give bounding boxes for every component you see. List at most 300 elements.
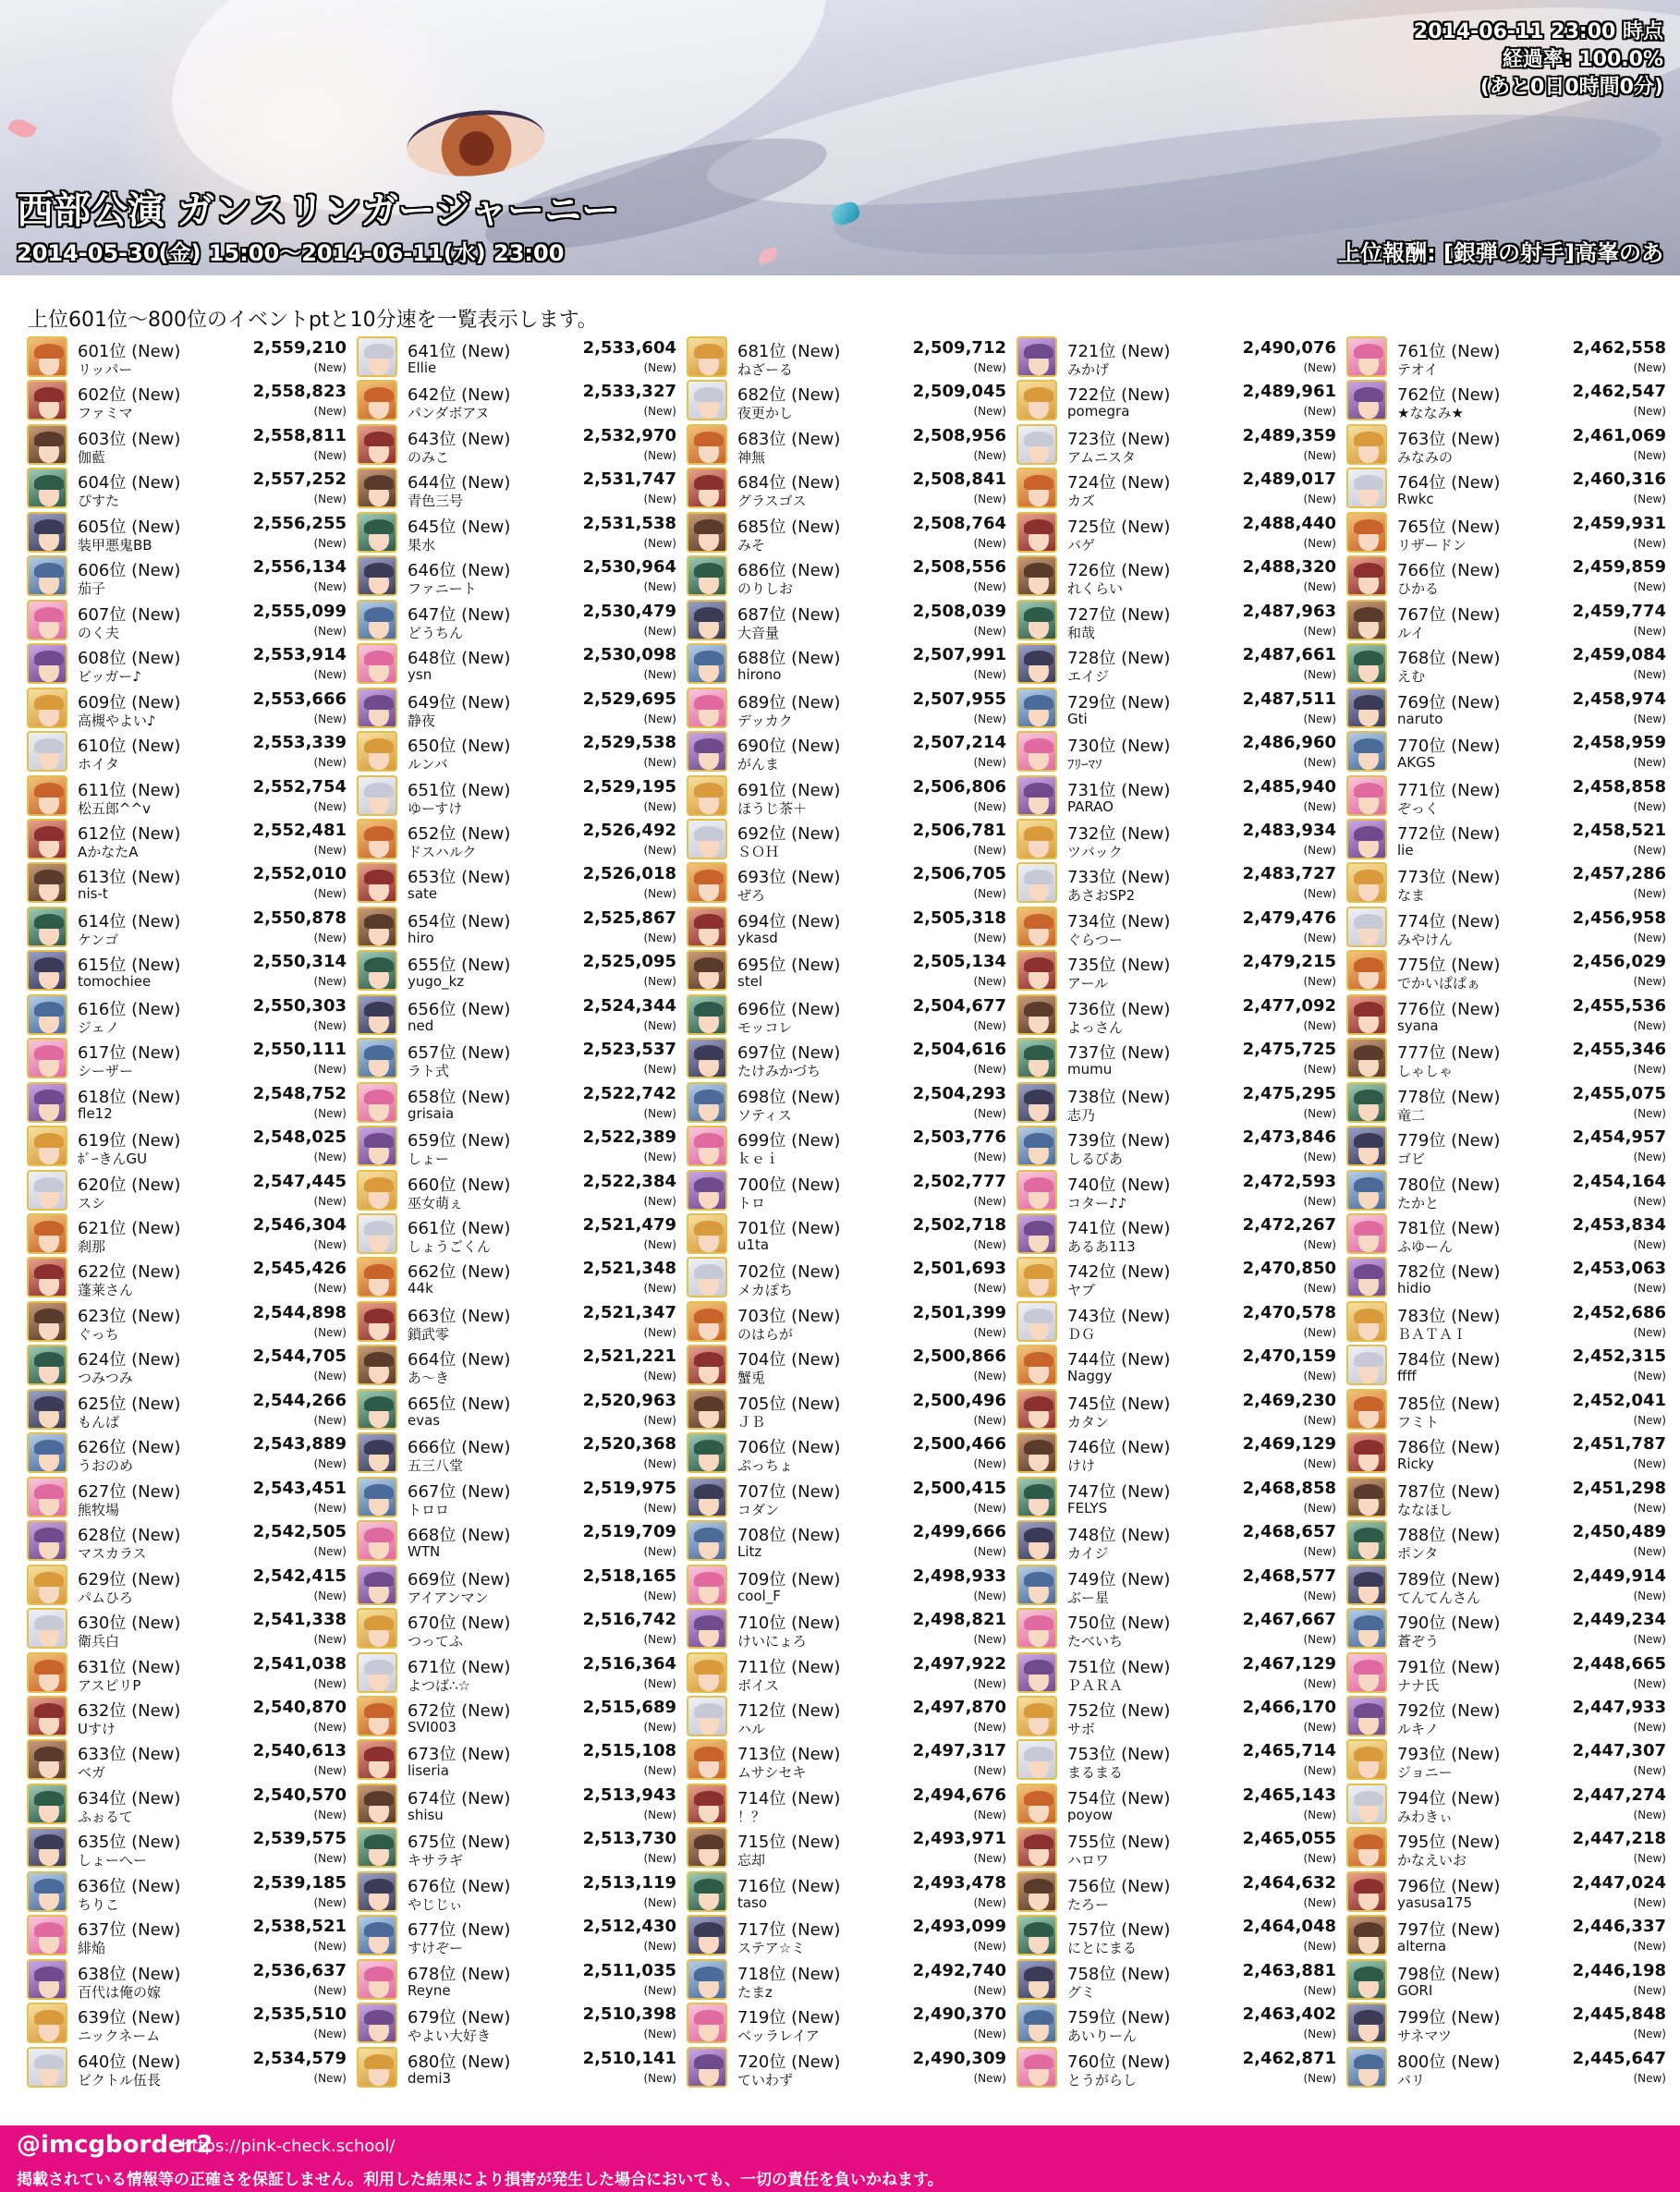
rank-number: 778 bbox=[1397, 1087, 1430, 1107]
rank-number: 730 bbox=[1067, 737, 1100, 757]
rank-change-badge: (New) bbox=[131, 999, 181, 1019]
rank-number: 785 bbox=[1397, 1394, 1430, 1414]
event-points: 2,510,141 bbox=[582, 2048, 676, 2068]
ranking-entry bbox=[687, 1957, 1008, 2002]
player-name: ぴすた bbox=[78, 493, 120, 510]
player-name: コター♪♪ bbox=[1067, 1194, 1127, 1212]
idol-avatar-icon bbox=[687, 336, 727, 377]
ten-minute-speed: (New) bbox=[643, 1238, 676, 1251]
rank-number: 677 bbox=[408, 1920, 440, 1941]
idol-avatar-icon bbox=[357, 1301, 397, 1342]
ten-minute-speed: (New) bbox=[1303, 536, 1336, 550]
rank-number: 755 bbox=[1067, 1833, 1100, 1853]
player-name: あさおSP2 bbox=[1067, 887, 1136, 905]
rank-number: 723 bbox=[1067, 429, 1100, 449]
avatar-hair bbox=[1024, 2054, 1053, 2069]
rank-number: 683 bbox=[737, 429, 770, 449]
idol-avatar-icon bbox=[1017, 555, 1057, 596]
player-name: demi3 bbox=[408, 2069, 452, 2087]
player-name: テオイ bbox=[1397, 361, 1438, 378]
idol-avatar-icon bbox=[687, 731, 727, 772]
rank-change-badge: (New) bbox=[461, 911, 511, 932]
rank-number: 715 bbox=[737, 1833, 770, 1853]
ten-minute-speed: (New) bbox=[1633, 1895, 1666, 1909]
rank-suffix: 位 bbox=[109, 1657, 127, 1677]
ranking-entry bbox=[1017, 598, 1338, 642]
rank-suffix: 位 bbox=[1429, 1657, 1446, 1677]
rank-suffix: 位 bbox=[1429, 1569, 1446, 1589]
avatar-hair bbox=[34, 1264, 64, 1279]
ranking-entry bbox=[687, 641, 1008, 686]
ranking-entry bbox=[1346, 422, 1668, 467]
ranking-entry bbox=[1346, 1124, 1668, 1168]
player-name: 五三八堂 bbox=[408, 1457, 464, 1475]
ten-minute-speed: (New) bbox=[643, 2071, 676, 2085]
idol-avatar-icon bbox=[27, 1082, 67, 1123]
player-name: FELYS bbox=[1067, 1499, 1108, 1516]
player-name: Litz bbox=[737, 1543, 762, 1561]
ranking-entry bbox=[357, 773, 678, 818]
idol-avatar-icon bbox=[357, 1345, 397, 1385]
rank-number: 775 bbox=[1397, 956, 1430, 976]
event-points: 2,511,035 bbox=[582, 1960, 676, 1980]
rank-change-badge: (New) bbox=[131, 692, 181, 712]
avatar-hair bbox=[1024, 1967, 1053, 1981]
ranking-entry bbox=[1017, 335, 1338, 379]
rank-suffix: 位 bbox=[1099, 1350, 1116, 1370]
ranking-entry bbox=[687, 1869, 1008, 1914]
avatar-hair bbox=[1024, 651, 1053, 665]
avatar-hair bbox=[694, 1484, 724, 1499]
event-points: 2,464,632 bbox=[1242, 1872, 1336, 1893]
idol-avatar-icon bbox=[687, 862, 727, 903]
avatar-hair bbox=[34, 1528, 64, 1542]
player-name: Uすけ bbox=[78, 1720, 116, 1737]
avatar-hair bbox=[364, 1002, 394, 1017]
avatar-hair bbox=[34, 475, 64, 490]
ten-minute-speed: (New) bbox=[973, 1063, 1006, 1077]
event-points: 2,487,511 bbox=[1242, 688, 1336, 709]
ten-minute-speed: (New) bbox=[1303, 493, 1336, 506]
event-points: 2,465,055 bbox=[1242, 1829, 1336, 1849]
rank-change-badge: (New) bbox=[461, 1175, 511, 1195]
avatar-hair bbox=[34, 826, 64, 841]
avatar-hair bbox=[364, 1264, 394, 1279]
ten-minute-speed: (New) bbox=[313, 756, 347, 770]
rank-change-badge: (New) bbox=[131, 1876, 181, 1896]
ten-minute-speed: (New) bbox=[1633, 1633, 1666, 1647]
idol-avatar-icon bbox=[357, 1082, 397, 1123]
idol-avatar-icon bbox=[1017, 512, 1057, 553]
rank-change-badge: (New) bbox=[1121, 385, 1171, 406]
event-points: 2,541,338 bbox=[252, 1610, 347, 1630]
rank-suffix: 位 bbox=[769, 1920, 786, 1941]
rank-suffix: 位 bbox=[109, 1876, 127, 1896]
event-points: 2,533,327 bbox=[582, 382, 676, 402]
ranking-entry bbox=[1017, 2045, 1338, 2089]
avatar-hair bbox=[34, 2010, 64, 2025]
rank-change-badge: (New) bbox=[461, 1526, 511, 1546]
ten-minute-speed: (New) bbox=[643, 1018, 676, 1032]
ten-minute-speed: (New) bbox=[1633, 756, 1666, 770]
player-name: しるびあ bbox=[1067, 1151, 1124, 1168]
rank-change-badge: (New) bbox=[461, 780, 511, 800]
event-points: 2,510,398 bbox=[582, 2004, 676, 2025]
player-name: ラト式 bbox=[408, 1063, 450, 1080]
ranking-entry bbox=[1017, 1694, 1338, 1738]
avatar-hair bbox=[1354, 1922, 1383, 1937]
avatar-hair bbox=[364, 695, 394, 710]
ten-minute-speed: (New) bbox=[643, 1194, 676, 1208]
event-points: 2,465,143 bbox=[1242, 1784, 1336, 1805]
rank-suffix: 位 bbox=[769, 1700, 786, 1721]
rank-change-badge: (New) bbox=[791, 649, 841, 669]
rank-change-badge: (New) bbox=[461, 473, 511, 493]
player-name: 百代は俺の嫁 bbox=[78, 1983, 162, 2001]
rank-suffix: 位 bbox=[109, 1745, 127, 1765]
event-points: 2,446,198 bbox=[1572, 1960, 1666, 1980]
avatar-hair bbox=[1354, 432, 1383, 446]
ranking-entry bbox=[687, 905, 1008, 949]
avatar-hair bbox=[364, 1791, 394, 1806]
avatar-hair bbox=[1354, 914, 1383, 929]
rank-number: 746 bbox=[1067, 1438, 1100, 1458]
player-name: ひかる bbox=[1397, 580, 1440, 598]
rank-suffix: 位 bbox=[1429, 1262, 1446, 1283]
ranking-entry bbox=[27, 1694, 348, 1738]
rank-number: 618 bbox=[78, 1087, 110, 1107]
ten-minute-speed: (New) bbox=[313, 1282, 347, 1296]
rank-suffix: 位 bbox=[439, 780, 457, 800]
rank-suffix: 位 bbox=[1429, 1920, 1446, 1941]
rank-suffix: 位 bbox=[1099, 737, 1116, 757]
event-points: 2,490,076 bbox=[1242, 338, 1336, 358]
player-name: 高槻やよい♪ bbox=[78, 712, 156, 729]
ten-minute-speed: (New) bbox=[643, 1940, 676, 1954]
ranking-entry bbox=[357, 1518, 678, 1563]
ten-minute-speed: (New) bbox=[973, 843, 1006, 857]
event-points: 2,500,496 bbox=[912, 1390, 1006, 1410]
rank-change-badge: (New) bbox=[791, 517, 841, 537]
player-name: ぶー星 bbox=[1067, 1589, 1110, 1606]
ten-minute-speed: (New) bbox=[1633, 1106, 1666, 1120]
avatar-hair bbox=[34, 1133, 64, 1148]
avatar-hair bbox=[34, 1834, 64, 1849]
event-points: 2,536,637 bbox=[252, 1960, 347, 1980]
rank-suffix: 位 bbox=[1429, 1043, 1446, 1064]
event-points: 2,519,975 bbox=[582, 1478, 676, 1498]
idol-avatar-icon bbox=[357, 424, 397, 465]
rank-suffix: 位 bbox=[1429, 561, 1446, 581]
idol-avatar-icon bbox=[357, 775, 397, 816]
rank-number: 729 bbox=[1067, 692, 1100, 712]
idol-avatar-icon bbox=[1017, 775, 1057, 816]
idol-avatar-icon bbox=[1017, 1871, 1057, 1912]
ranking-entry bbox=[357, 905, 678, 949]
rank-suffix: 位 bbox=[109, 1219, 127, 1238]
player-name: 伽藍 bbox=[78, 448, 106, 466]
ten-minute-speed: (New) bbox=[313, 1457, 347, 1471]
event-points: 2,550,303 bbox=[252, 995, 347, 1016]
rank-suffix: 位 bbox=[1429, 2052, 1446, 2072]
ranking-entry bbox=[687, 729, 1008, 773]
event-points: 2,459,774 bbox=[1572, 601, 1666, 621]
rank-change-badge: (New) bbox=[461, 1657, 511, 1677]
rank-change-badge: (New) bbox=[131, 911, 181, 932]
ten-minute-speed: (New) bbox=[1633, 712, 1666, 725]
player-name: ファニート bbox=[408, 580, 477, 598]
idol-avatar-icon bbox=[1346, 1739, 1387, 1780]
rank-change-badge: (New) bbox=[131, 1175, 181, 1195]
rank-suffix: 位 bbox=[109, 1175, 127, 1195]
ten-minute-speed: (New) bbox=[973, 1895, 1006, 1909]
ten-minute-speed: (New) bbox=[1633, 887, 1666, 901]
avatar-hair bbox=[1354, 1177, 1383, 1192]
player-name: あるあ113 bbox=[1067, 1238, 1136, 1255]
rank-number: 676 bbox=[408, 1876, 440, 1896]
rank-change-badge: (New) bbox=[131, 780, 181, 800]
rank-suffix: 位 bbox=[1429, 1394, 1446, 1414]
rank-suffix: 位 bbox=[109, 1788, 127, 1808]
avatar-hair bbox=[1024, 607, 1053, 622]
ranking-entry bbox=[687, 1518, 1008, 1563]
idol-avatar-icon bbox=[1017, 1038, 1057, 1078]
event-points: 2,453,834 bbox=[1572, 1215, 1666, 1235]
ten-minute-speed: (New) bbox=[313, 1895, 347, 1909]
avatar-hair bbox=[694, 1002, 724, 1017]
avatar-hair bbox=[1354, 519, 1383, 534]
ten-minute-speed: (New) bbox=[313, 887, 347, 901]
rank-change-badge: (New) bbox=[1121, 1438, 1171, 1458]
player-name: nis-t bbox=[78, 885, 108, 903]
event-points: 2,498,821 bbox=[912, 1610, 1006, 1630]
event-points: 2,553,339 bbox=[252, 733, 347, 753]
ten-minute-speed: (New) bbox=[973, 1852, 1006, 1866]
ten-minute-speed: (New) bbox=[973, 1106, 1006, 1120]
rank-number: 796 bbox=[1397, 1876, 1430, 1896]
event-points: 2,516,364 bbox=[582, 1653, 676, 1674]
rank-change-badge: (New) bbox=[1121, 604, 1171, 625]
event-points: 2,548,025 bbox=[252, 1127, 347, 1148]
ranking-entry bbox=[27, 378, 348, 422]
ten-minute-speed: (New) bbox=[973, 1194, 1006, 1208]
rank-suffix: 位 bbox=[109, 737, 127, 757]
avatar-hair bbox=[1024, 1791, 1053, 1806]
rank-suffix: 位 bbox=[769, 2052, 786, 2072]
rank-change-badge: (New) bbox=[1121, 1306, 1171, 1326]
footer-handle[interactable]: @imcgborder2 bbox=[17, 2131, 213, 2159]
player-name: ＳＯＨ bbox=[737, 843, 780, 860]
avatar-hair bbox=[1354, 1615, 1383, 1630]
player-name: ffff bbox=[1397, 1368, 1417, 1385]
ranking-entry bbox=[1346, 1431, 1668, 1475]
avatar-hair bbox=[694, 1747, 724, 1761]
rank-suffix: 位 bbox=[439, 1350, 457, 1370]
rank-change-badge: (New) bbox=[131, 342, 181, 361]
rank-change-badge: (New) bbox=[131, 1350, 181, 1370]
ten-minute-speed: (New) bbox=[1303, 1808, 1336, 1821]
ten-minute-speed: (New) bbox=[313, 448, 347, 462]
avatar-hair bbox=[694, 1440, 724, 1455]
player-name: ツバック bbox=[1067, 843, 1123, 860]
rank-change-badge: (New) bbox=[1451, 1614, 1501, 1634]
ranking-entry bbox=[1017, 1782, 1338, 1826]
ten-minute-speed: (New) bbox=[643, 1720, 676, 1734]
rank-change-badge: (New) bbox=[791, 1262, 841, 1283]
event-points: 2,504,616 bbox=[912, 1040, 1006, 1060]
rank-number: 711 bbox=[737, 1657, 770, 1677]
ranking-entry bbox=[687, 554, 1008, 598]
avatar-hair bbox=[364, 1440, 394, 1455]
rank-number: 705 bbox=[737, 1394, 770, 1414]
rank-number: 750 bbox=[1067, 1614, 1100, 1634]
event-points: 2,545,426 bbox=[252, 1259, 347, 1279]
rank-change-badge: (New) bbox=[131, 1569, 181, 1589]
rank-change-badge: (New) bbox=[461, 1481, 511, 1502]
player-name: 44k bbox=[408, 1280, 433, 1297]
idol-avatar-icon bbox=[687, 1520, 727, 1561]
player-name: リザードン bbox=[1397, 536, 1467, 554]
ranking-entry bbox=[1346, 1036, 1668, 1080]
rank-change-badge: (New) bbox=[461, 1920, 511, 1941]
rank-number: 640 bbox=[78, 2052, 110, 2072]
avatar-hair bbox=[694, 957, 724, 972]
event-points: 2,530,098 bbox=[582, 645, 676, 665]
avatar-hair bbox=[34, 957, 64, 972]
rank-suffix: 位 bbox=[109, 1700, 127, 1721]
rank-change-badge: (New) bbox=[461, 999, 511, 1019]
ten-minute-speed: (New) bbox=[1633, 799, 1666, 813]
rank-suffix: 位 bbox=[1429, 2008, 1446, 2028]
ranking-entry bbox=[357, 641, 678, 686]
rank-suffix: 位 bbox=[1429, 1833, 1446, 1853]
avatar-hair bbox=[1024, 1396, 1053, 1411]
idol-avatar-icon bbox=[1346, 1345, 1387, 1385]
rank-change-badge: (New) bbox=[1121, 1131, 1171, 1151]
player-name: つみつみ bbox=[78, 1370, 133, 1387]
avatar-hair bbox=[1354, 1879, 1383, 1894]
ranking-entry bbox=[1017, 1737, 1338, 1782]
player-name: 夜更かし bbox=[737, 405, 794, 422]
event-points: 2,449,234 bbox=[1572, 1610, 1666, 1630]
rank-suffix: 位 bbox=[1429, 999, 1446, 1019]
rank-number: 674 bbox=[408, 1788, 440, 1808]
idol-avatar-icon bbox=[1346, 1915, 1387, 1955]
footer-link[interactable]: https://pink-check.school/ bbox=[181, 2137, 396, 2156]
event-points: 2,529,695 bbox=[582, 688, 676, 709]
ten-minute-speed: (New) bbox=[643, 405, 676, 419]
avatar-hair bbox=[1354, 1967, 1383, 1981]
rank-change-badge: (New) bbox=[791, 1920, 841, 1941]
rank-change-badge: (New) bbox=[1451, 1700, 1501, 1721]
ranking-entry bbox=[687, 1475, 1008, 1519]
event-points: 2,452,686 bbox=[1572, 1302, 1666, 1322]
event-points: 2,508,039 bbox=[912, 601, 1006, 621]
event-points: 2,499,666 bbox=[912, 1522, 1006, 1542]
rank-number: 698 bbox=[737, 1087, 770, 1107]
rank-suffix: 位 bbox=[1099, 1526, 1116, 1546]
ten-minute-speed: (New) bbox=[313, 1808, 347, 1821]
rank-suffix: 位 bbox=[1099, 1788, 1116, 1808]
rank-change-badge: (New) bbox=[131, 956, 181, 976]
avatar-hair bbox=[1024, 1747, 1053, 1761]
rank-suffix: 位 bbox=[439, 999, 457, 1019]
ranking-column bbox=[357, 335, 678, 2114]
idol-avatar-icon bbox=[687, 819, 727, 859]
ranking-entry bbox=[357, 598, 678, 642]
avatar-hair bbox=[364, 1221, 394, 1236]
rank-suffix: 位 bbox=[1099, 649, 1116, 669]
event-points: 2,544,266 bbox=[252, 1390, 347, 1410]
event-points: 2,532,970 bbox=[582, 425, 676, 445]
idol-avatar-icon bbox=[1346, 555, 1387, 596]
rank-change-badge: (New) bbox=[461, 517, 511, 537]
rank-number: 712 bbox=[737, 1700, 770, 1721]
rank-number: 654 bbox=[408, 911, 440, 932]
rank-suffix: 位 bbox=[769, 1350, 786, 1370]
player-name: ルイ bbox=[1397, 624, 1425, 641]
event-points: 2,479,215 bbox=[1242, 952, 1336, 972]
avatar-hair bbox=[694, 1967, 724, 1981]
rank-suffix: 位 bbox=[439, 561, 457, 581]
avatar-hair bbox=[364, 1747, 394, 1761]
ten-minute-speed: (New) bbox=[1303, 1106, 1336, 1120]
ranking-entry bbox=[357, 1782, 678, 1826]
idol-avatar-icon bbox=[1017, 1477, 1057, 1517]
idol-avatar-icon bbox=[1017, 1082, 1057, 1123]
idol-avatar-icon bbox=[1346, 1784, 1387, 1824]
avatar-hair bbox=[1024, 1045, 1053, 1060]
rank-suffix: 位 bbox=[1099, 1306, 1116, 1326]
idol-avatar-icon bbox=[357, 1608, 397, 1649]
player-name: 忘却 bbox=[737, 1852, 766, 1869]
rank-suffix: 位 bbox=[109, 868, 127, 888]
ranking-entry bbox=[1017, 1518, 1338, 1563]
avatar-hair bbox=[364, 1309, 394, 1323]
idol-avatar-icon bbox=[27, 1739, 67, 1780]
rank-number: 622 bbox=[78, 1262, 110, 1283]
rank-suffix: 位 bbox=[769, 517, 786, 537]
event-points: 2,506,705 bbox=[912, 864, 1006, 884]
ten-minute-speed: (New) bbox=[1303, 887, 1336, 901]
idol-avatar-icon bbox=[1346, 731, 1387, 772]
ranking-entry bbox=[27, 466, 348, 510]
idol-avatar-icon bbox=[27, 950, 67, 991]
status-timestamp: 2014-06-11 23:00 時点 bbox=[1413, 20, 1663, 43]
event-period: 2014-05-30(金) 15:00～2014-06-11(水) 23:00 bbox=[17, 240, 565, 266]
rank-change-badge: (New) bbox=[131, 429, 181, 449]
rank-number: 675 bbox=[408, 1833, 440, 1853]
rank-number: 718 bbox=[737, 1964, 770, 1984]
rank-change-badge: (New) bbox=[1451, 911, 1501, 932]
event-points: 2,477,092 bbox=[1242, 995, 1336, 1016]
ranking-entry bbox=[1346, 773, 1668, 818]
rank-change-badge: (New) bbox=[131, 2052, 181, 2072]
ten-minute-speed: (New) bbox=[1303, 448, 1336, 462]
player-name: 装甲悪鬼BB bbox=[78, 536, 152, 554]
event-points: 2,459,859 bbox=[1572, 557, 1666, 578]
rank-suffix: 位 bbox=[769, 1745, 786, 1765]
rank-change-badge: (New) bbox=[131, 1833, 181, 1853]
player-name: syana bbox=[1397, 1017, 1439, 1034]
rank-suffix: 位 bbox=[1429, 1438, 1446, 1458]
rank-suffix: 位 bbox=[769, 956, 786, 976]
rank-number: 789 bbox=[1397, 1569, 1430, 1589]
rank-suffix: 位 bbox=[1429, 1306, 1446, 1326]
avatar-hair bbox=[1024, 1090, 1053, 1104]
ranking-entry bbox=[27, 1475, 348, 1519]
player-name: アイアンマン bbox=[408, 1589, 489, 1606]
